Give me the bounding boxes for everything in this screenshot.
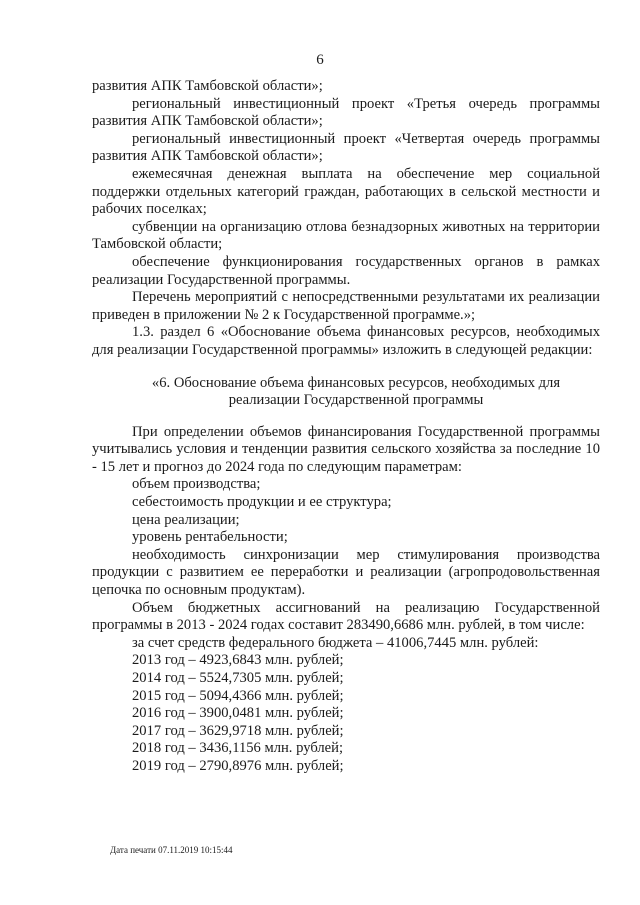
paragraph: развития АПК Тамбовской области»;	[92, 78, 323, 94]
document-body	[92, 78, 600, 776]
list-item: уровень рентабельности;	[132, 529, 288, 546]
funding-line: 2015 год – 5094,4366 млн. рублей;	[132, 687, 344, 704]
paragraph: ежемесячная денежная выплата на обеспечение мер социальной поддержки отдельных категорий граждан, работающих в сельской местности и рабочих поселках;	[92, 165, 600, 218]
page-number: 6	[316, 52, 324, 68]
paragraph: региональный инвестиционный проект «Третья очередь программы развития АПК Тамбовской области»;	[92, 95, 600, 130]
list-item: объем производства;	[132, 476, 261, 493]
section-heading-line: реализации Государственной программы	[228, 392, 484, 409]
funding-line: 2016 год – 3900,0481 млн. рублей;	[132, 705, 344, 722]
funding-line: 2018 год – 3436,1156 млн. рублей;	[132, 740, 344, 757]
funding-line: 2014 год – 5524,7305 млн. рублей;	[132, 670, 344, 686]
paragraph: При определении объемов финансирования Государственной программы учитывались условия и тенденции развития сельского хозяйства за последние 10 - 15 лет и прогноз до 2024 года по следующим параметрам:	[92, 423, 600, 475]
paragraph: региональный инвестиционный проект «Четвертая очередь программы развития АПК Тамбовской области»;	[92, 130, 600, 165]
paragraph: Объем бюджетных ассигнований на реализацию Государственной программы в 2013 - 2024 годах составит 283490,6686 млн. рублей, в том числе:	[92, 599, 600, 634]
list-item: себестоимость продукции и ее структура;	[132, 494, 392, 511]
list-item: цена реализации;	[132, 511, 240, 528]
section-heading-line: «6. Обоснование объема финансовых ресурсов, необходимых для	[151, 374, 561, 391]
paragraph: субвенции на организацию отлова безнадзорных животных на территории Тамбовской области;	[92, 218, 600, 253]
paragraph: 1.3. раздел 6 «Обоснование объема финансовых ресурсов, необходимых для реализации Государственной программы» изложить в следующей редакции:	[92, 324, 600, 358]
section-heading	[92, 375, 600, 410]
paragraph: Перечень мероприятий с непосредственными результатами их реализации приведен в приложении № 2 к Государственной программе.»;	[92, 289, 600, 323]
paragraph: обеспечение функционирования государственных органов в рамках реализации Государственной программы.	[92, 253, 600, 288]
print-date-footer: Дата печати 07.11.2019 10:15:44	[110, 845, 233, 855]
funding-line: 2017 год – 3629,9718 млн. рублей;	[132, 722, 344, 739]
list-item: необходимость синхронизации мер стимулирования производства продукции с развитием ее переработки и реализации (агропродовольственная цепочка по основным продуктам).	[92, 546, 600, 599]
funding-line: 2019 год – 2790,8976 млн. рублей;	[132, 757, 344, 774]
funding-line: 2013 год – 4923,6843 млн. рублей;	[132, 652, 344, 669]
funding-line: за счет средств федерального бюджета – 41006,7445 млн. рублей:	[132, 634, 539, 651]
